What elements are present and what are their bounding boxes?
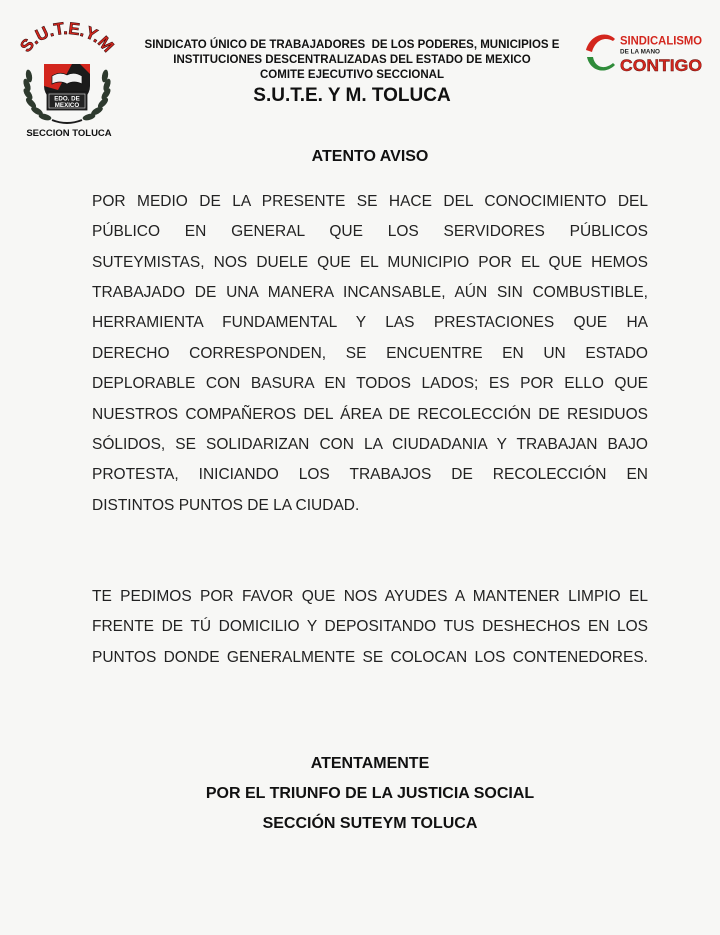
paragraph-1-line-4: TRABAJADO DE UNA MANERA INCANSABLE, AÚN SIN COMBUSTIBLE, bbox=[92, 283, 648, 301]
seal-caption: SECCION TOLUCA bbox=[26, 128, 112, 139]
paragraph-1-line-2: PÚBLICO EN GENERAL QUE LOS SERVIDORES PÚBLICOS bbox=[92, 223, 648, 241]
paragraph-1-line-3: SUTEYMISTAS, NOS DUELE QUE EL MUNICIPIO POR EL QUE HEMOS bbox=[92, 253, 648, 271]
paragraph-1-line-6: DERECHO CORRESPONDEN, SE ENCUENTRE EN UN ESTADO bbox=[92, 344, 648, 362]
paragraph-1-line-9: SÓLIDOS, SE SOLIDARIZAN CON LA CIUDADANIA Y TRABAJAN BAJO bbox=[92, 435, 648, 453]
campaign-logo-line-2: DE LA MANO bbox=[620, 48, 660, 56]
campaign-logo bbox=[583, 27, 707, 81]
campaign-logo-line-3: CONTIGO bbox=[620, 56, 702, 75]
green-swoosh-icon bbox=[587, 57, 615, 71]
union-name-line-2: INSTITUCIONES DESCENTRALIZADAS DEL ESTADO DE MEXICO bbox=[173, 53, 531, 66]
paragraph-1-line-1: POR MEDIO DE LA PRESENTE SE HACE DEL CONOCIMIENTO DEL bbox=[92, 192, 648, 210]
suteym-seal-logo bbox=[14, 16, 120, 128]
paragraph-1-line-10: PROTESTA, INICIANDO LOS TRABAJOS DE RECOLECCIÓN EN bbox=[92, 466, 648, 484]
notice-paragraph-2 bbox=[92, 582, 648, 673]
notice-closing bbox=[92, 749, 648, 839]
book-icon bbox=[52, 73, 82, 84]
seal-banner-line-1: EDO. DE bbox=[54, 95, 80, 103]
closing-line-1: ATENTAMENTE bbox=[310, 755, 430, 772]
paragraph-2-line-2: FRENTE DE TÚ DOMICILIO Y DEPOSITANDO TUS DESHECHOS EN LOS bbox=[92, 618, 648, 636]
paragraph-1-line-8: NUESTROS COMPAÑEROS DEL ÁREA DE RECOLECCIÓN DE RESIDUOS bbox=[92, 405, 648, 423]
seal-banner-line-2: MEXICO bbox=[54, 102, 80, 109]
paragraph-1-line-5: HERRAMIENTA FUNDAMENTAL Y LAS PRESTACIONES QUE HA bbox=[92, 314, 648, 332]
closing-line-2: POR EL TRIUNFO DE LA JUSTICIA SOCIAL bbox=[205, 785, 535, 802]
seal-arch-text bbox=[16, 19, 117, 56]
campaign-logo-line-1: SINDICALISMO bbox=[620, 35, 703, 48]
seal-arch-text-path: S.U.T.E.Y.M bbox=[16, 18, 118, 56]
paragraph-1-line-11: DISTINTOS PUNTOS DE LA CIUDAD. bbox=[92, 496, 360, 514]
section-name: S.U.T.E. Y M. TOLUCA bbox=[253, 85, 451, 106]
paragraph-2-line-3: PUNTOS DONDE GENERALMENTE SE COLOCAN LOS CONTENEDORES. bbox=[92, 648, 648, 666]
union-name-line-1: SINDICATO ÚNICO DE TRABAJADORES DE LOS PODERES, MUNICIPIOS E bbox=[144, 38, 560, 51]
closing-line-3: SECCIÓN SUTEYM TOLUCA bbox=[262, 815, 478, 832]
notice-paragraph-1 bbox=[92, 187, 648, 521]
notice-title: ATENTO AVISO bbox=[311, 148, 429, 165]
seal-banner bbox=[47, 92, 87, 110]
paragraph-2-line-1: TE PEDIMOS POR FAVOR QUE NOS AYUDES A MANTENER LIMPIO EL bbox=[92, 587, 648, 605]
paragraph-1-line-7: DEPLORABLE CON BASURA EN TODOS LADOS; ES POR ELLO QUE bbox=[92, 375, 648, 393]
committee-name: COMITE EJECUTIVO SECCIONAL bbox=[259, 68, 445, 81]
red-swoosh-icon bbox=[586, 35, 615, 52]
